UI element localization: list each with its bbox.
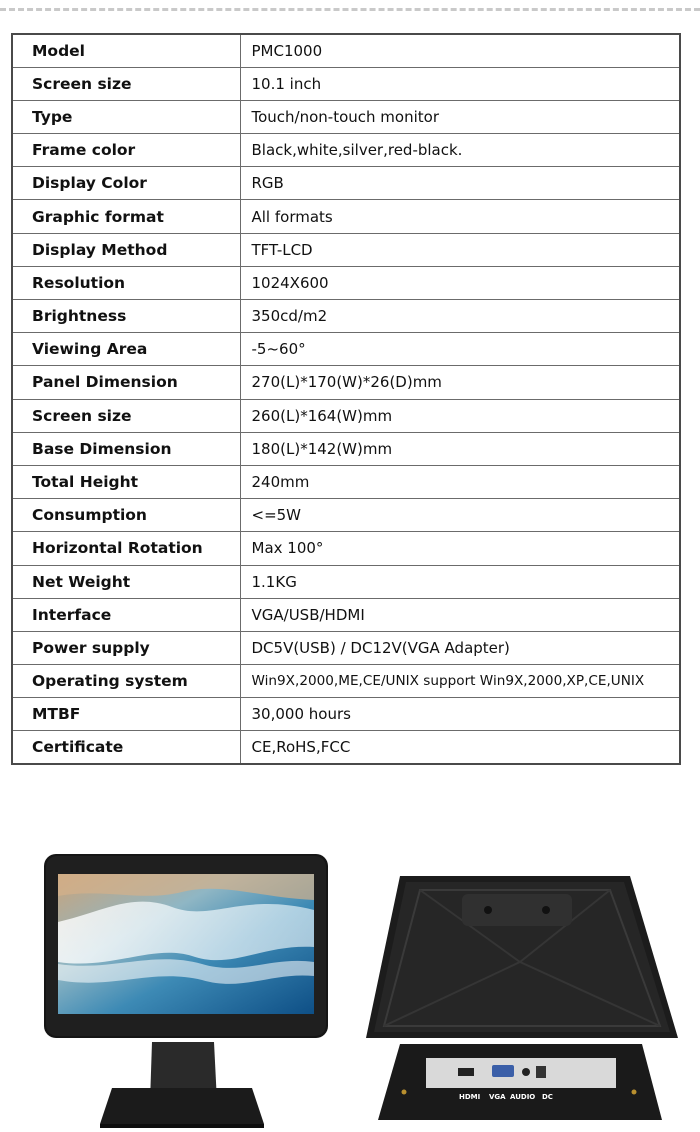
spec-label: Consumption: [12, 499, 240, 532]
spec-value: 270(L)*170(W)*26(D)mm: [240, 366, 680, 399]
spec-value: 1024X600: [240, 266, 680, 299]
spec-label: Screen size: [12, 399, 240, 432]
spec-label: Screen size: [12, 67, 240, 100]
hdmi-port-label: HDMI: [459, 1093, 481, 1101]
spec-label: Type: [12, 100, 240, 133]
spec-row: [12, 532, 680, 565]
spec-row: [12, 333, 680, 366]
spec-row: [12, 432, 680, 465]
spec-value: 30,000 hours: [240, 698, 680, 731]
spec-value: DC5V(USB) / DC12V(VGA Adapter): [240, 631, 680, 664]
spec-row: [12, 399, 680, 432]
spec-row: [12, 100, 680, 133]
spec-value: 240mm: [240, 465, 680, 498]
spec-label: Power supply: [12, 631, 240, 664]
spec-label: Interface: [12, 598, 240, 631]
spec-row: [12, 167, 680, 200]
spec-row: [12, 499, 680, 532]
spec-row: [12, 598, 680, 631]
spec-label: Brightness: [12, 300, 240, 333]
spec-value: Max 100°: [240, 532, 680, 565]
spec-label: MTBF: [12, 698, 240, 731]
audio-port-label: AUDIO: [510, 1093, 536, 1101]
spec-row: [12, 266, 680, 299]
spec-value: TFT-LCD: [240, 233, 680, 266]
spec-row: [12, 565, 680, 598]
spec-label: Display Color: [12, 167, 240, 200]
spec-row: [12, 67, 680, 100]
spec-row: [12, 731, 680, 764]
spec-value: 1.1KG: [240, 565, 680, 598]
spec-label: Horizontal Rotation: [12, 532, 240, 565]
spec-value: RGB: [240, 167, 680, 200]
spec-row: [12, 134, 680, 167]
spec-label: Viewing Area: [12, 333, 240, 366]
spec-value: 350cd/m2: [240, 300, 680, 333]
spec-label: Display Method: [12, 233, 240, 266]
spec-row: [12, 698, 680, 731]
spec-value: PMC1000: [240, 34, 680, 67]
spec-table: [11, 33, 681, 765]
spec-row: [12, 233, 680, 266]
spec-value: 180(L)*142(W)mm: [240, 432, 680, 465]
spec-label: Model: [12, 34, 240, 67]
spec-row: [12, 300, 680, 333]
spec-value: Touch/non-touch monitor: [240, 100, 680, 133]
spec-row: [12, 665, 680, 698]
spec-label: Graphic format: [12, 200, 240, 233]
vga-port-label: VGA: [489, 1093, 506, 1101]
top-dashed-divider: [0, 8, 700, 11]
spec-value: <=5W: [240, 499, 680, 532]
spec-value: 260(L)*164(W)mm: [240, 399, 680, 432]
spec-label: Operating system: [12, 665, 240, 698]
spec-label: Total Height: [12, 465, 240, 498]
spec-label: Frame color: [12, 134, 240, 167]
spec-value: 10.1 inch: [240, 67, 680, 100]
spec-value: All formats: [240, 200, 680, 233]
spec-row: [12, 34, 680, 67]
spec-value: Win9X,2000,ME,CE/UNIX support Win9X,2000,XP,CE,UNIX: [240, 665, 680, 698]
spec-row: [12, 465, 680, 498]
spec-value: Black,white,silver,red-black.: [240, 134, 680, 167]
spec-row: [12, 631, 680, 664]
spec-label: Base Dimension: [12, 432, 240, 465]
spec-label: Net Weight: [12, 565, 240, 598]
spec-value: -5~60°: [240, 333, 680, 366]
spec-value: CE,RoHS,FCC: [240, 731, 680, 764]
monitor-front-photo: [42, 852, 332, 1132]
spec-label: Resolution: [12, 266, 240, 299]
spec-label: Panel Dimension: [12, 366, 240, 399]
spec-value: VGA/USB/HDMI: [240, 598, 680, 631]
dc-port-label: DC: [542, 1093, 553, 1101]
spec-label: Certificate: [12, 731, 240, 764]
spec-row: [12, 366, 680, 399]
spec-row: [12, 200, 680, 233]
